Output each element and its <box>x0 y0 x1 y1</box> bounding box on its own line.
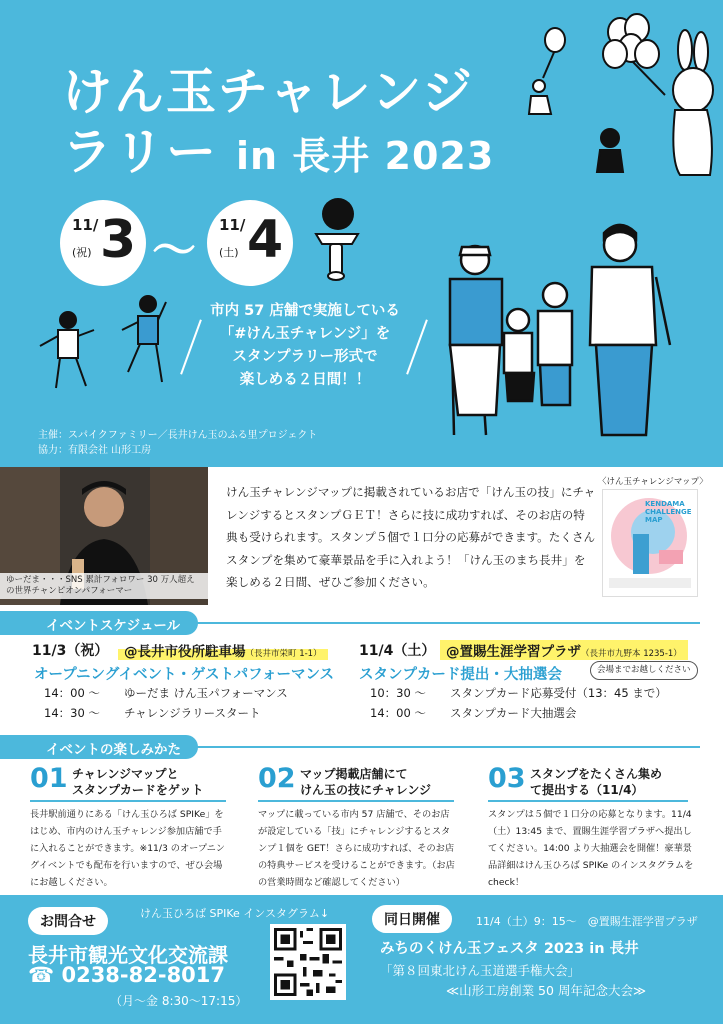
contact-label: お問合せ <box>28 907 108 935</box>
day2-venue-address: （長井市九野本 1235-1） <box>581 649 682 659</box>
end-weekday: (土) <box>219 246 239 259</box>
same-day-event-sub-1: 「第８回東北けん玉道選手権大会」 <box>380 963 581 978</box>
qr-code-pattern <box>274 928 342 996</box>
step-1-heading-line-1: チャレンジマップと <box>72 767 179 781</box>
same-day-event-sub-2: ≪山形工房創業 50 周年記念大会≫ <box>446 983 647 998</box>
kendama-icon <box>306 196 366 286</box>
start-day: 3 <box>100 210 137 270</box>
start-date-badge <box>60 200 146 286</box>
step-1-body: 長井駅前通りにある「けん玉ひろば SPIKe」をはじめ、市内のけん玉チャレンジ参加店舗で手に入れることができます。※11/3 のオープニングイベントでも配布を行いますので、ぜひ会場にお越しください。 <box>30 809 225 888</box>
end-month: 11/ <box>219 216 246 234</box>
map-caption: 〈けん玉チャレンジマップ〉 <box>598 477 708 487</box>
day2-title: スタンプカード提出・大抽選会 <box>359 667 562 683</box>
day2-row-1-time: 10：30 〜 <box>370 686 426 700</box>
schedule-heading: イベントスケジュール <box>28 611 198 635</box>
day1-row-2-text: チャレンジラリースタート <box>124 706 261 720</box>
challenge-map-thumbnail <box>602 489 698 597</box>
lead-text <box>200 300 410 392</box>
title-line-1: けん玉チャレンジ <box>62 63 474 121</box>
start-month: 11/ <box>72 216 99 234</box>
title-line-2-main: ラリー <box>62 123 218 181</box>
step-3-heading <box>530 766 662 798</box>
day1-row-2 <box>44 705 261 721</box>
step-1-heading-line-2: スタンプカードをゲット <box>72 783 204 797</box>
contact-org: 長井市観光文化交流課 <box>28 943 228 967</box>
step-2-heading-line-1: マップ掲載店舗にて <box>300 767 408 781</box>
step-3-underline <box>488 800 688 802</box>
step-2-number: 02 <box>258 763 296 794</box>
step-1-number: 01 <box>30 763 68 794</box>
step-3-number: 03 <box>488 763 526 794</box>
end-day: 4 <box>247 210 284 270</box>
day2-note: 会場までお越しください <box>590 661 698 680</box>
day1-row-1-time: 14：00 〜 <box>44 686 100 700</box>
date-separator: 〜 <box>152 225 196 276</box>
day1-row-2-time: 14：30 〜 <box>44 706 100 720</box>
day2-row-2 <box>370 705 576 721</box>
day2-row-1-text: スタンプカード応募受付（13：45 まで） <box>450 686 667 700</box>
lead-slash-left <box>180 319 202 374</box>
howto-heading: イベントの楽しみかた <box>28 735 198 759</box>
contact-phone[interactable]: ☎ 0238-82-8017 <box>28 963 226 987</box>
day1-date: 11/3（祝） <box>32 643 109 659</box>
instagram-qr-code[interactable] <box>270 924 346 1000</box>
lead-line-1: 市内 57 店舗で実施している <box>210 303 400 319</box>
step-3-heading-line-1: スタンプをたくさん集め <box>530 767 663 781</box>
credits <box>38 428 317 458</box>
step-2-underline <box>258 800 454 802</box>
step-1-underline <box>30 800 226 802</box>
map-title: KENDAMA CHALLENGE MAP <box>645 500 692 524</box>
day1-venue-address: （長井市栄町 1-1） <box>245 649 322 659</box>
day1-row-1 <box>44 685 288 701</box>
same-day-event-name: みちのくけん玉フェスタ 2023 in 長井 <box>380 941 639 957</box>
instagram-label: けん玉ひろば SPIKe インスタグラム↓ <box>140 907 330 920</box>
title-line-2-sub: in 長井 2023 <box>236 134 495 178</box>
credits-cooperation: 協力：有限会社 山形工房 <box>38 445 152 456</box>
lead-line-3: スタンプラリー形式で <box>232 349 378 365</box>
children-running-illustration <box>30 290 180 420</box>
step-1-heading <box>72 766 203 798</box>
lead-line-2: 「#けん玉チャレンジ」を <box>219 326 391 342</box>
performer-photo <box>0 467 208 605</box>
day2-venue-name: @置賜生涯学習プラザ <box>446 644 581 660</box>
step-3-body: スタンプは５個で１口分の応募となります。11/4（土）13:45 まで、置賜生涯学習プラザへ提出してください。14:00 より大抽選会を開催！豪華景品詳細はけん玉ひろば SPIKe のインスタグラムを check！ <box>488 809 694 888</box>
day2-venue <box>440 640 688 660</box>
title-line-2 <box>62 112 494 184</box>
day1-title: オープニングイベント・ゲストパフォーマンス <box>34 667 335 683</box>
step-2-body: マップに載っている市内 57 店舗で、そのお店が設定している「技」にチャレンジするとスタンプ１個を GET！さらに成功すれば、そのお店の特典サービスを受けることができます。（お店の営業時間など確認してください） <box>258 809 455 888</box>
family-illustration <box>430 215 680 455</box>
day2-row-1 <box>370 685 667 701</box>
step-3-heading-line-2: て提出する（11/4） <box>530 783 644 797</box>
footer <box>0 895 723 1024</box>
day2-date: 11/4（土） <box>359 643 436 659</box>
day2-row-2-text: スタンプカード大抽選会 <box>450 706 577 720</box>
day1-venue-name: @長井市役所駐車場 <box>124 644 246 660</box>
step-2-heading-line-2: けん玉の技にチャレンジ <box>300 783 432 797</box>
contact-hours: （月〜金 8:30〜17:15） <box>110 994 248 1008</box>
balloon-bunny-illustration <box>515 10 720 185</box>
hero-section <box>0 0 723 467</box>
day2-row-2-time: 14：00 〜 <box>370 706 426 720</box>
day1-venue <box>118 640 328 660</box>
step-2-heading <box>300 766 431 798</box>
credits-organizer: 主催：スパイクファミリー／長井けん玉のふる里プロジェクト <box>38 430 318 441</box>
start-weekday: (祝) <box>72 246 92 259</box>
day1-row-1-text: ゆーだま けん玉パフォーマンス <box>124 686 288 700</box>
performer-caption: ゆーだま・・・SNS 累計フォロワー 30 万人超え の世界チャンピオンパフォーマー <box>0 573 208 599</box>
same-day-time: 11/4（土）9：15〜 @置賜生涯学習プラザ <box>476 915 698 928</box>
intro-paragraph: けん玉チャレンジマップに掲載されているお店で「けん玉の技」にチャレンジするとスタンプＧＥＴ！さらに技に成功すれば、そのお店の特典も受けられます。スタンプ５個で１口分の応募ができます。たくさんスタンプを集めて豪華景品を手に入れよう！「けん玉のまち長井」を楽しめる２日間、ぜひご参加ください。 <box>226 485 596 589</box>
same-day-label: 同日開催 <box>372 905 452 933</box>
lead-line-4: 楽しめる２日間！！ <box>239 372 371 388</box>
end-date-badge <box>207 200 293 286</box>
